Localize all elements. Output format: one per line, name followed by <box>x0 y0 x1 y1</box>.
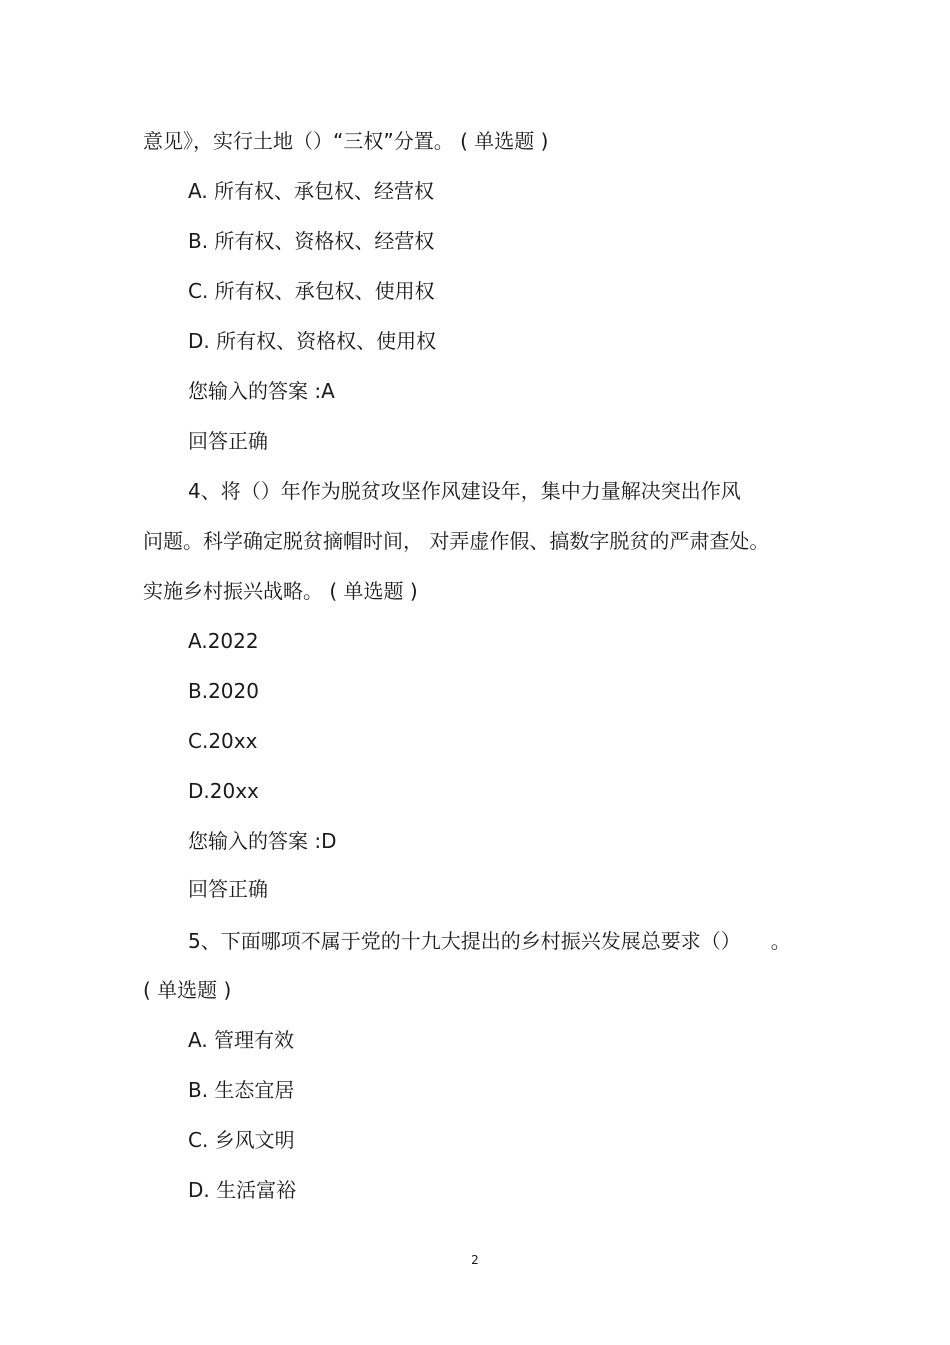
question-text: 问题。科学确定脱贫摘帽时间， 对弄虚作假、搞数字脱贫的严肃查处。 <box>143 529 770 553</box>
question-text: 意见》，实行土地（）“三权”分置。 ( 单选题 ) <box>143 129 549 153</box>
page-number: 2 <box>471 1253 479 1267</box>
question-text: 4、将（）年作为脱贫攻坚作风建设年，集中力量解决突出作风 <box>188 479 741 503</box>
option-b: B.2020 <box>188 679 259 703</box>
question-text: 5、下面哪项不属于党的十九大提出的乡村振兴发展总要求（） 。 <box>188 929 791 953</box>
option-c: C. 所有权、承包权、使用权 <box>188 279 435 303</box>
answer-line: 您输入的答案 :A <box>188 379 335 403</box>
result-line: 回答正确 <box>188 429 268 453</box>
option-c: C.20xx <box>188 729 258 753</box>
option-c: C. 乡风文明 <box>188 1128 295 1152</box>
option-a: A.2022 <box>188 629 259 653</box>
option-a: A. 管理有效 <box>188 1028 295 1052</box>
option-d: D. 所有权、资格权、使用权 <box>188 329 437 353</box>
option-b: B. 生态宜居 <box>188 1078 295 1102</box>
option-b: B. 所有权、资格权、经营权 <box>188 229 435 253</box>
option-d: D. 生活富裕 <box>188 1178 297 1202</box>
question-text: ( 单选题 ) <box>143 978 232 1002</box>
option-a: A. 所有权、承包权、经营权 <box>188 179 435 203</box>
question-text: 实施乡村振兴战略。 ( 单选题 ) <box>143 579 418 603</box>
answer-line: 您输入的答案 :D <box>188 829 337 853</box>
result-line: 回答正确 <box>188 877 268 901</box>
option-d: D.20xx <box>188 779 259 803</box>
